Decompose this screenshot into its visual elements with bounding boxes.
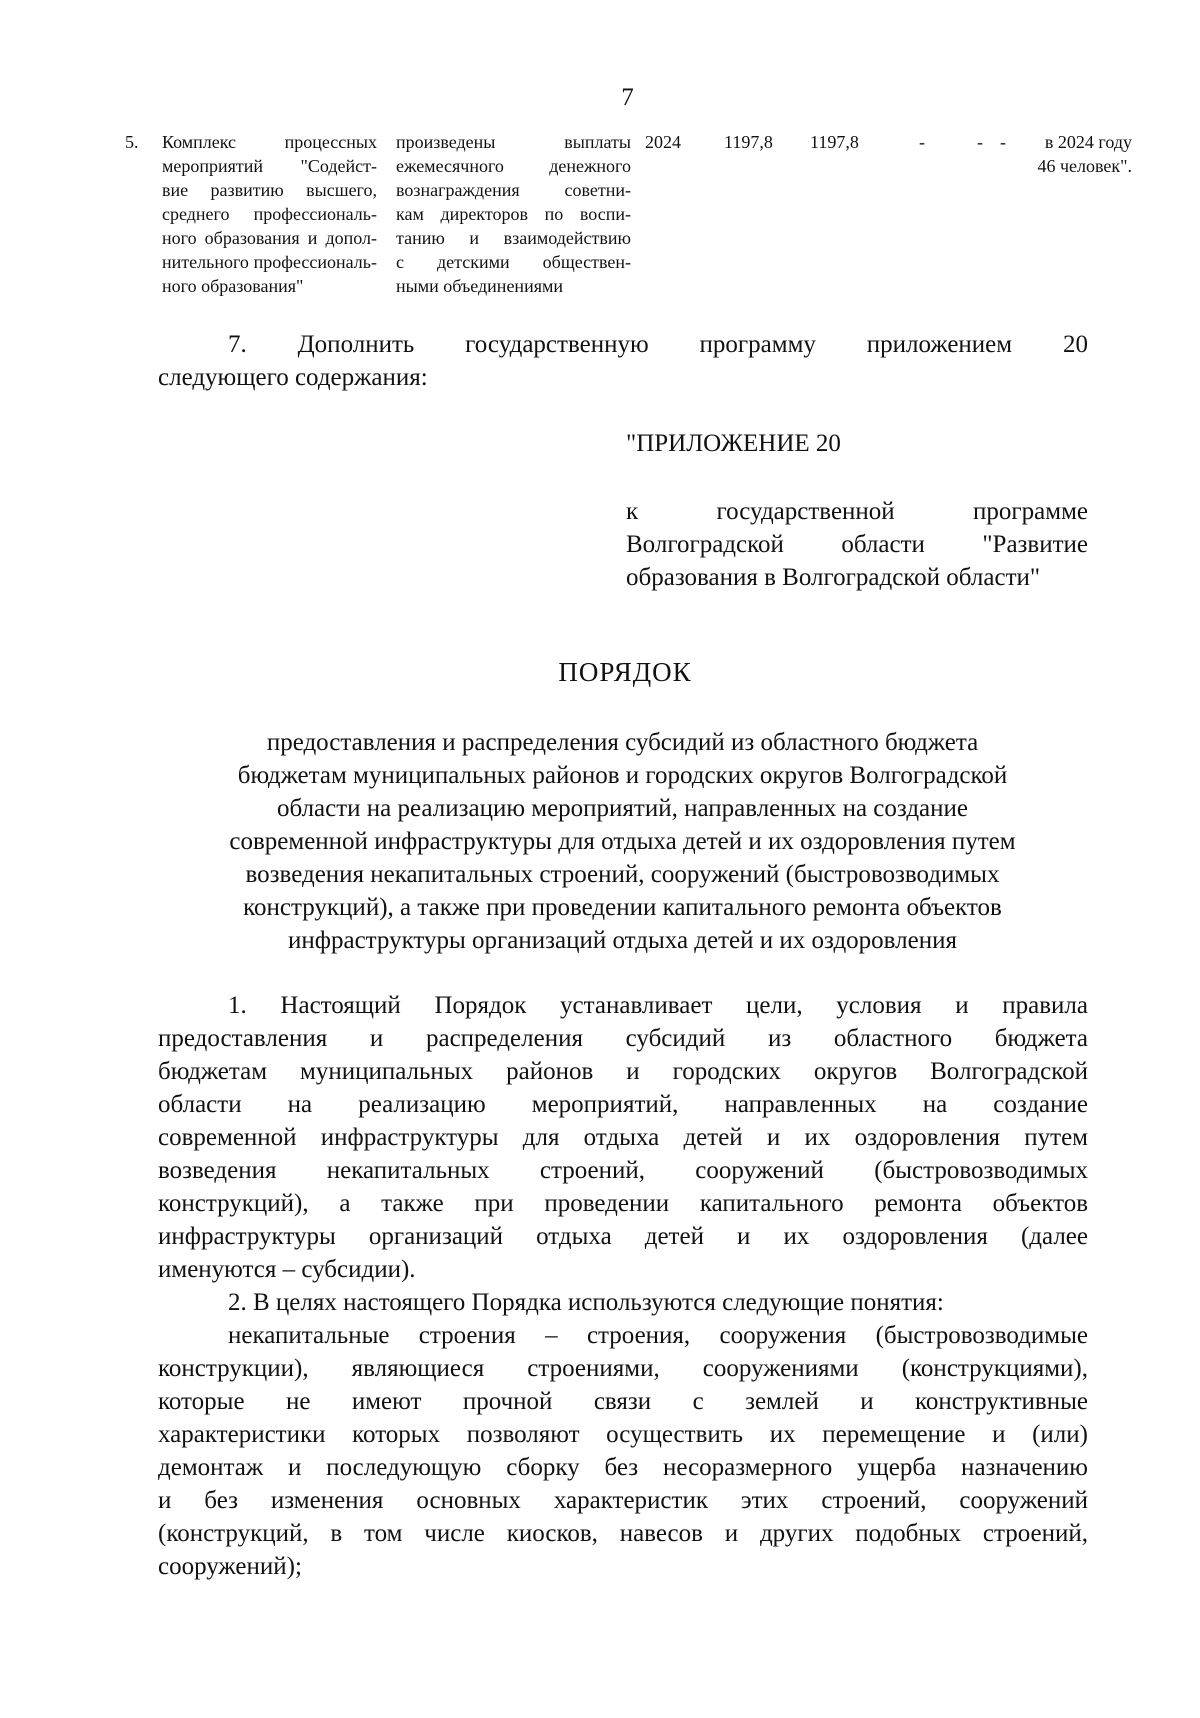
appendix-title: "ПРИЛОЖЕНИЕ 20 [626,430,841,457]
activity-name-line: мероприятий "Содейст- [162,156,377,176]
subtitle-line: бюджетам муниципальных районов и городских округов Волгоградской [237,762,1008,789]
row-number: 5. [125,132,139,152]
value-cell-5: - [1000,132,1006,152]
subtitle-line: предоставления и распределения субсидий из областного бюджета [266,729,979,756]
activity-name-line: ного образования и допол- [162,228,377,248]
paragraph-3-line: конструкции), являющиеся строениями, сооружениями (конструкциями), [158,1355,1088,1382]
note-line: в 2024 году [1044,132,1132,152]
paragraph-1-line: бюджетам муниципальных районов и городских округов Волгоградской [158,1058,1088,1085]
paragraph-line: 7. Дополнить государственную программу приложением 20 [228,331,1088,358]
result-line: вознаграждения советни- [396,180,631,200]
paragraph-7 [158,328,1088,394]
year-cell: 2024 [645,132,681,152]
activity-name-line: ного образования" [162,276,304,296]
appendix-subtitle-line: образования в Волгоградской области" [626,564,1041,591]
activity-name-cell [162,130,377,298]
activity-name-line: среднего профессиональ- [162,204,377,224]
note-cell [1015,130,1132,178]
result-line: танию и взаимодействию [396,228,631,248]
subtitle-line: инфраструктуры организаций отдыха детей и их оздоровления [288,927,957,954]
value-cell-4: - [977,132,983,152]
paragraph-1-line: области на реализацию мероприятий, направленных на создание [158,1091,1088,1118]
subtitle-line: конструкций), а также при проведении капитального ремонта объектов [243,894,1002,921]
value-cell-2: 1197,8 [810,132,859,152]
activity-name-line: Комплекс процессных [162,132,377,152]
paragraph-1-line: именуются – субсидии). [158,1256,416,1283]
paragraph-1-line: предоставления и распределения субсидий из областного бюджета [158,1025,1088,1052]
document-subtitle [150,726,1095,957]
appendix-subtitle-line: к государственной программе [626,498,1088,525]
result-line: кам директоров по воспи- [396,204,631,224]
paragraph-1-line: современной инфраструктуры для отдыха детей и их оздоровления путем [158,1124,1088,1151]
paragraph-3-line: демонтаж и последующую сборку без несоразмерного ущерба назначению [158,1454,1088,1481]
result-line: ными объединениями [396,276,564,296]
value-cell-1: 1197,8 [724,132,773,152]
result-line: ежемесячного денежного [396,156,631,176]
paragraph-1-line: возведения некапитальных строений, сооружений (быстровозводимых [158,1157,1088,1184]
result-line: произведены выплаты [396,132,631,152]
subtitle-line: области на реализацию мероприятий, направленных на создание [276,795,968,822]
result-cell [396,130,631,298]
note-line: 46 человек". [1037,156,1132,176]
paragraph-3-line: (конструкций, в том числе киосков, навесов и других подобных строений, [158,1520,1088,1547]
paragraph-1-line: инфраструктуры организаций отдыха детей и их оздоровления (далее [158,1223,1088,1250]
paragraph-3-line: которые не имеют прочной связи с землей и конструктивные [158,1388,1088,1415]
paragraph-3-line: характеристики которых позволяют осуществить их перемещение и (или) [158,1421,1088,1448]
activity-name-line: нительного профессиональ- [162,252,377,272]
appendix-subtitle [626,495,1088,594]
appendix-subtitle-line: Волгоградской области "Развитие [626,531,1088,558]
paragraph-3-line: сооружений); [158,1553,302,1580]
paragraph-3-line: некапитальные строения – строения, сооружения (быстровозводимые [228,1322,1088,1349]
document-title: ПОРЯДОК [558,657,692,687]
paragraph-1-line: 1. Настоящий Порядок устанавливает цели, условия и правила [228,992,1088,1019]
main-text [158,989,1088,1583]
paragraph-1-line: конструкций), а также при проведении капитального ремонта объектов [158,1190,1088,1217]
page-number: 7 [621,84,634,111]
paragraph-2: 2. В целях настоящего Порядка используются следующие понятия: [228,1289,944,1316]
value-cell-3: - [919,132,925,152]
subtitle-line: современной инфраструктуры для отдыха детей и их оздоровления путем [229,828,1016,855]
activity-name-line: вие развитию высшего, [162,180,377,200]
paragraph-3-line: и без изменения основных характеристик этих строений, сооружений [158,1487,1088,1514]
result-line: с детскими обществен- [396,252,631,272]
paragraph-line: следующего содержания: [158,364,428,391]
subtitle-line: возведения некапитальных строений, сооружений (быстровозводимых [245,861,1000,888]
